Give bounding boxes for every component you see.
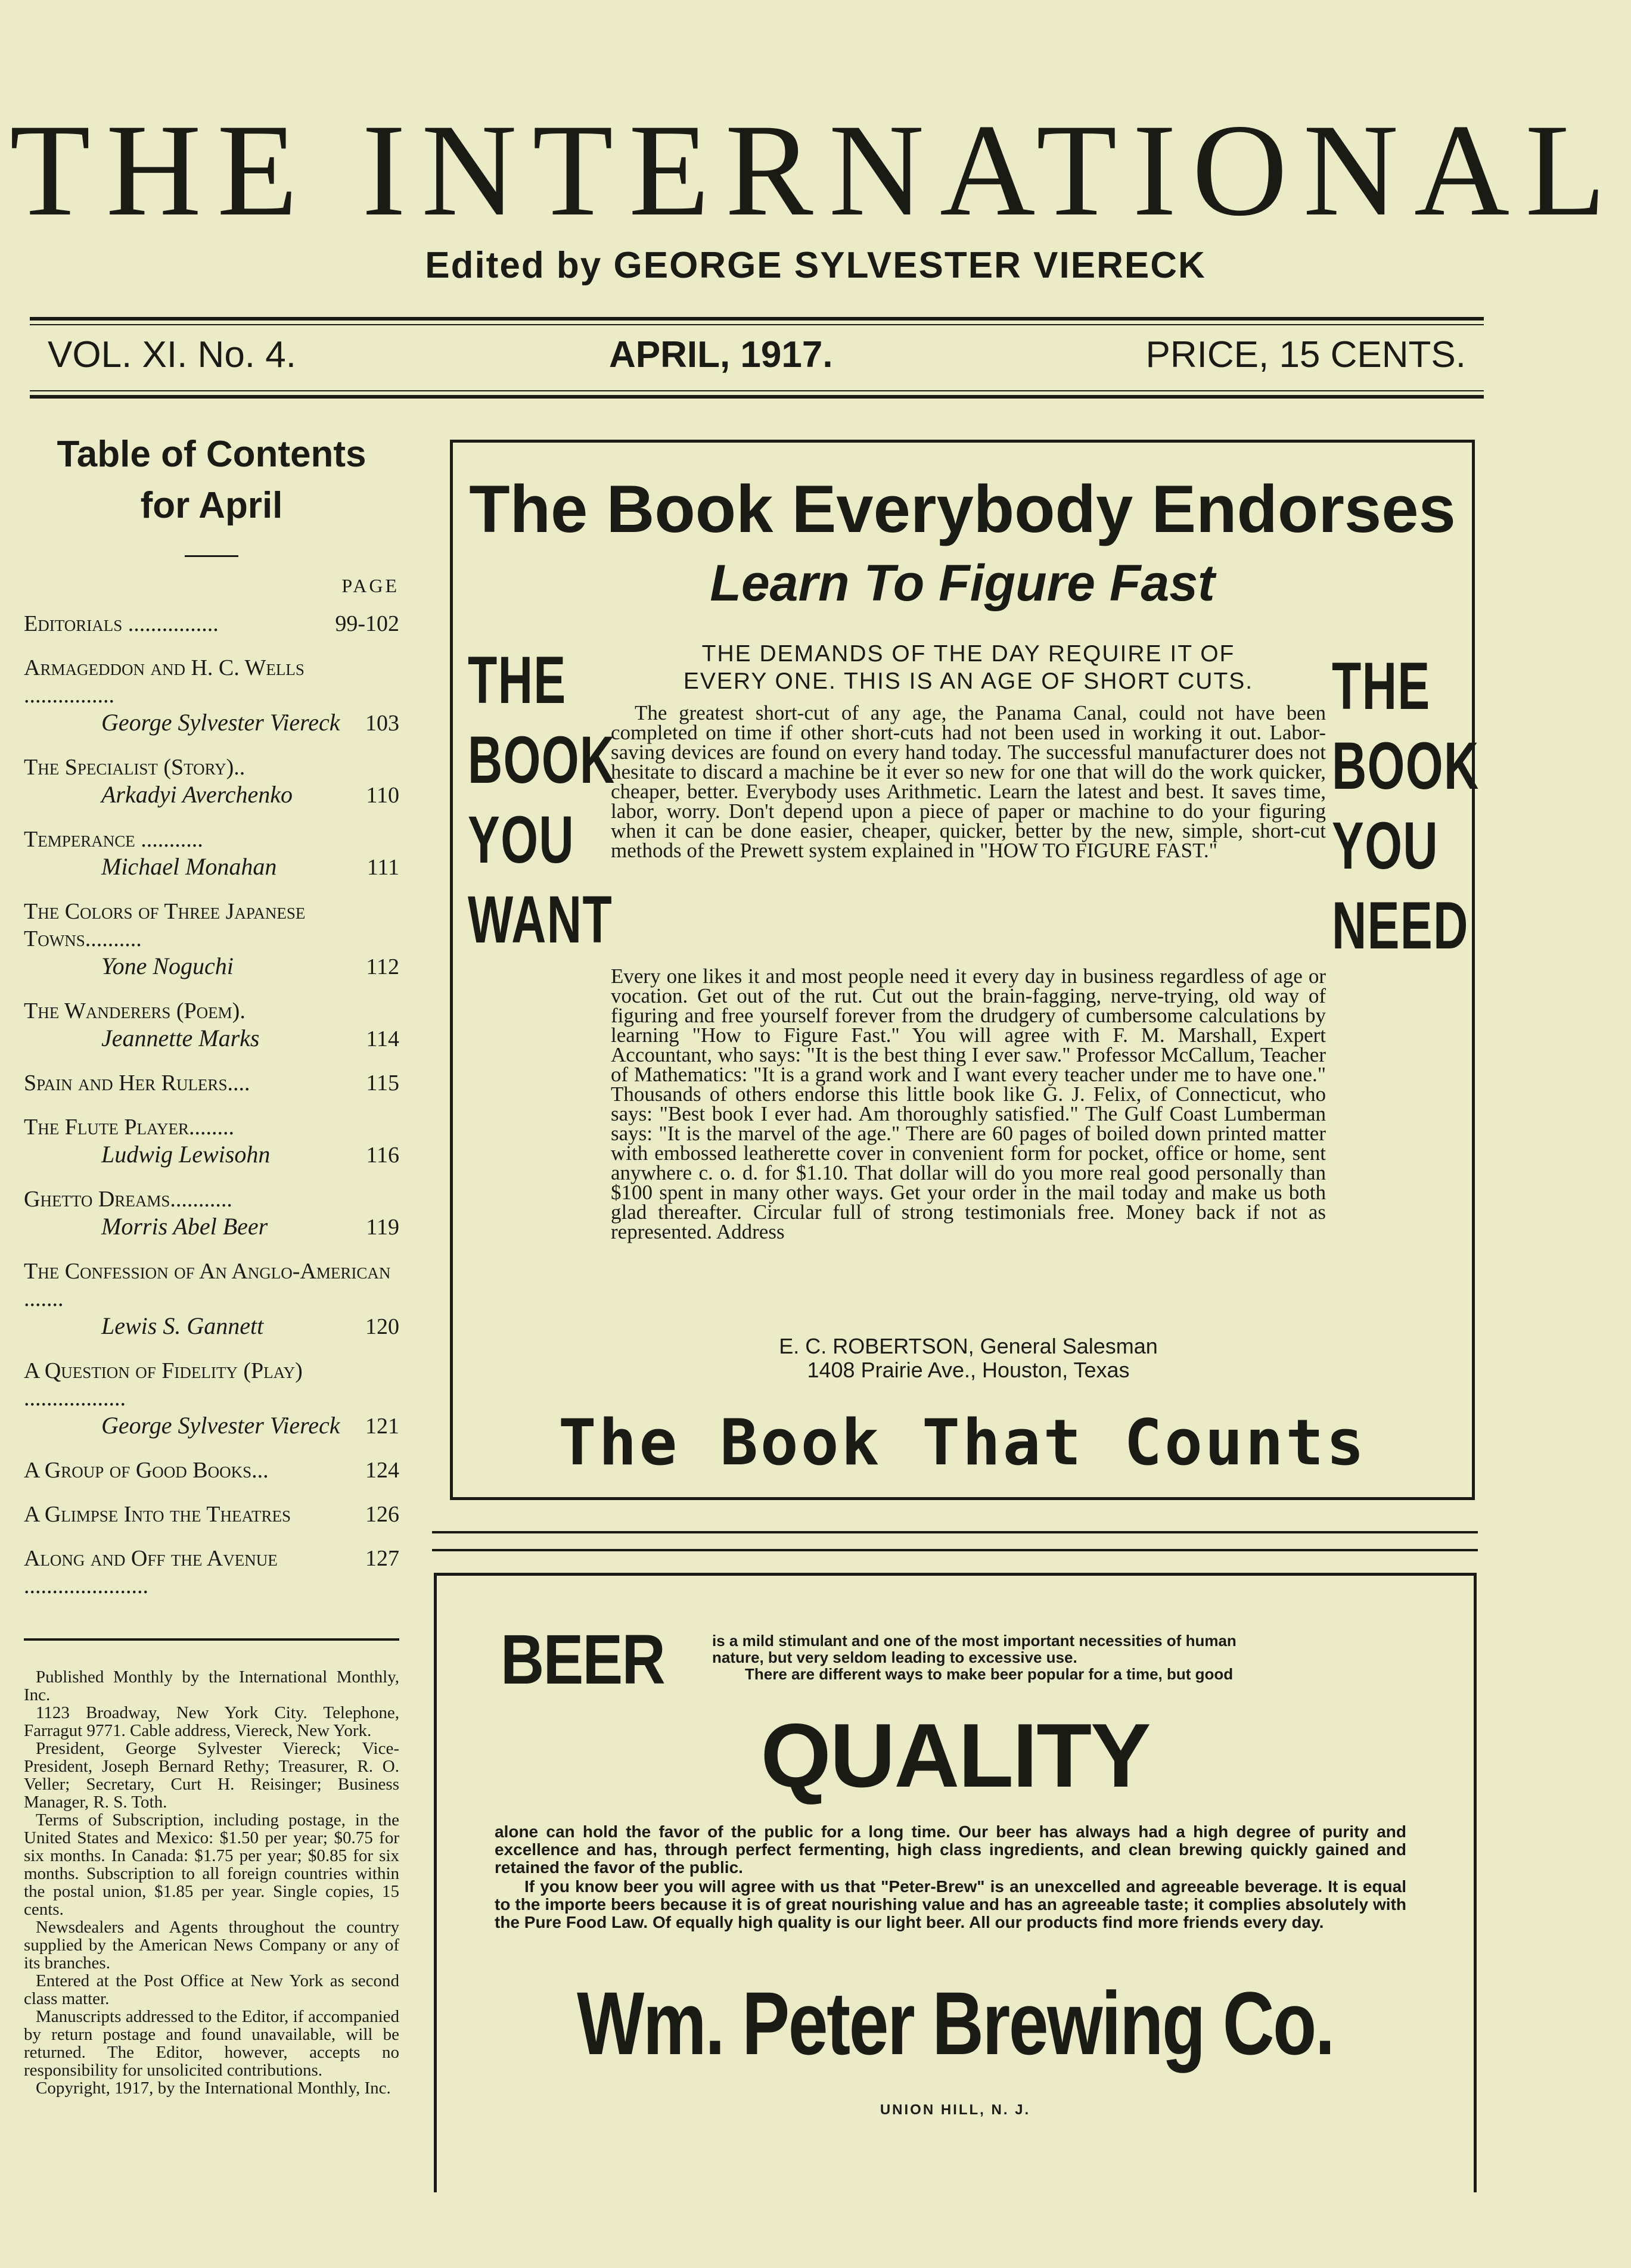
toc-heading-line1: Table of Contents [57, 434, 366, 475]
issue-bar [48, 334, 1466, 376]
book-ad-demands [611, 640, 1326, 695]
demands-line1: THE DEMANDS OF THE DAY REQUIRE IT OF [701, 641, 1235, 667]
beer-ad-body [495, 1823, 1406, 1931]
beer-ad-location: UNION HILL, N. J. [880, 2102, 1031, 2118]
book-ad-body-text: The greatest short-cut of any age, the Panama Canal, could not have been completed on time if other short-cuts had not been used in working it out. Labor-saving devices are found on every hand today. The successful manufacturer does not hesitate to discard a machine be it ever so new for one that will do the work quicker, cheaper, better. Everybody uses Arithmetic. Learn the latest and best. It saves time, labor, worry. Don't depend upon a piece of paper or machine to do your figuring when it can be done easier, cheaper, quicker, better by the new, simple, short-cut methods of the Prewett system explained in "HOW TO FIGURE FAST." [611, 701, 1326, 862]
masthead-rule-top [30, 317, 1484, 321]
toc-entry-author: Jeannette Marks [101, 1025, 260, 1051]
side-word: WANT [468, 882, 613, 957]
toc-entry[interactable] [24, 1186, 399, 1241]
pub-info-paragraph: President, George Sylvester Viereck; Vice-President, Joseph Bernard Rethy; Treasurer, R. O. Veller; Secretary, Curt H. Reisinger; Business Manager, R. S. Toth. [24, 1739, 399, 1812]
toc-entry[interactable] [24, 610, 399, 637]
book-ad-body-text: Every one likes it and most people need it every day in business regardless of age or vocation. Get out of the rut. Cut out the brain-fagging, nerve-trying, old way of figuring and free yourself forever from the drudgery of cumbersome calculations by learning "How to Figure Fast." You will agree with F. M. Marshall, Expert Accountant, who says: "It is the best thing I ever saw." Professor McCallum, Teacher of Mathematics: "It is a grand work and I want every teacher under me to have one." Thousands of others endorse this little book like G. J. Felix, of Connecticut, who says: "Best book I ever had. Am thoroughly satisfied." The Gulf Coast Lumberman says: "It is the marvel of the age." There are 60 pages of boiled down printed matter with embossed leatherette cover in convenient form for pocket, office or home, sent anywhere c. o. d. for $1.10. That dollar will do you more real good personally than $100 spent in many other ways. Get your order in the mail today and make us both glad thereafter. Circular full of strong testimonials free. Money back if not as represented. Address [611, 965, 1326, 1243]
beer-ad-description [712, 1632, 1427, 1682]
beer-ad-beer-word: BEER [501, 1620, 665, 1699]
toc-entry-title: The Wanderers (Poem). [24, 998, 246, 1023]
beer-ad-quality: QUALITY [760, 1705, 1150, 1806]
book-ad-body-part1 [611, 703, 1326, 860]
masthead-title: THE INTERNATIONAL [10, 97, 1621, 244]
toc-entry[interactable] [24, 898, 399, 981]
toc-entry-title: The Flute Player........ [24, 1115, 234, 1140]
toc-entry-title: Temperance ........... [24, 827, 203, 852]
toc-divider [185, 555, 238, 557]
side-word: YOU [1332, 808, 1439, 883]
toc-entry[interactable] [24, 826, 399, 881]
toc-entry-page: 103 [365, 711, 399, 736]
book-ad-left-words [468, 640, 616, 960]
toc-entry-title: The Colors of Three Japanese Towns.......... [24, 899, 306, 951]
book-ad-address [611, 1334, 1326, 1382]
toc-entry[interactable] [24, 997, 399, 1053]
toc-entry-title: The Specialist (Story).. [24, 755, 246, 780]
address-line2: 1408 Prairie Ave., Houston, Texas [807, 1358, 1130, 1382]
toc-heading [24, 429, 399, 531]
beer-desc-line2: nature, but very seldom leading to excessive use. [712, 1648, 1077, 1666]
issue-price: PRICE, 15 CENTS. [1145, 334, 1466, 375]
pub-info-paragraph: 1123 Broadway, New York City. Telephone, Farragut 9771. Cable address, Viereck, New York. [24, 1703, 399, 1740]
toc-entry-page: 127 [365, 1546, 399, 1571]
toc-entry-title: Along and Off the Avenue ...................... [24, 1546, 278, 1598]
pub-info-paragraph: Entered at the Post Office at New York as second class matter. [24, 1971, 399, 2008]
masthead-rule-top-thin [30, 324, 1484, 325]
toc-entry-page: 114 [366, 1026, 399, 1051]
ad-divider-rule [432, 1531, 1478, 1533]
masthead-rule-bottom-thin [30, 390, 1484, 391]
toc-entry-author: Morris Abel Beer [101, 1213, 268, 1240]
toc-entry[interactable] [24, 654, 399, 737]
toc-entry-author: Ludwig Lewisohn [101, 1141, 271, 1168]
toc-entry[interactable] [24, 1545, 399, 1600]
toc-entry-page: 111 [366, 855, 399, 880]
beer-ad-body-text: If you know beer you will agree with us that "Peter-Brew" is an unexcelled and agreeable beverage. It is equal to the importe beers because it is of great nourishing value and has an agreeable taste; it complies absolutely with the Pure Food Law. Of equally high quality is our light beer. All our products find more friends every day. [495, 1877, 1406, 1931]
toc-entry[interactable] [24, 1113, 399, 1169]
toc-entry-title: A Group of Good Books... [24, 1458, 269, 1483]
address-line1: E. C. ROBERTSON, General Salesman [779, 1334, 1158, 1358]
side-word: THE [468, 643, 567, 717]
book-ad-headline: The Book Everybody Endorses [469, 472, 1456, 546]
beer-ad-company: Wm. Peter Brewing Co. [577, 1973, 1334, 2073]
side-word: THE [1332, 649, 1431, 723]
demands-line2: EVERY ONE. THIS IS AN AGE OF SHORT CUTS. [683, 668, 1254, 694]
toc-entry-author: Lewis S. Gannett [101, 1312, 264, 1339]
toc-entry-title: Editorials ................ [24, 611, 219, 636]
pub-info-paragraph: Copyright, 1917, by the International Monthly, Inc. [36, 2079, 391, 2098]
toc-entry-page: 112 [366, 954, 399, 979]
beer-desc-line1: is a mild stimulant and one of the most important necessities of human [712, 1632, 1237, 1650]
publication-info [24, 1668, 399, 2097]
toc-entry-author: Arkadyi Averchenko [101, 781, 293, 808]
toc-entry-author: Michael Monahan [101, 853, 277, 880]
toc-bottom-rule [24, 1638, 399, 1641]
toc-entry-page: 116 [366, 1143, 399, 1168]
book-ad-subheadline: Learn To Figure Fast [710, 555, 1215, 612]
pub-info-paragraph: Terms of Subscription, including postage, in the United States and Mexico: $1.50 per year; $0.75 for six months. In Canada: $1.75 per year; $0.85 for six months. Subscription to all foreign countries within the postal union, $1.85 per year. Single copies, 15 cents. [24, 1810, 399, 1919]
toc-entry-page: 115 [366, 1071, 399, 1096]
issue-date: APRIL, 1917. [608, 334, 833, 375]
pub-info-paragraph: Published Monthly by the International Monthly, Inc. [24, 1667, 399, 1704]
toc-entry-page: 119 [366, 1215, 399, 1240]
toc-entry-title: Armageddon and H. C. Wells ................ [24, 655, 305, 708]
volume-number: VOL. XI. No. 4. [48, 334, 296, 375]
book-ad-right-words [1332, 646, 1480, 966]
toc-entry[interactable] [24, 1501, 399, 1528]
toc-entry-title: The Confession of An Anglo-American ....... [24, 1259, 391, 1311]
side-word: YOU [468, 802, 575, 877]
side-word: BOOK [468, 723, 616, 797]
editor-line: Edited by GEORGE SYLVESTER VIERECK [425, 245, 1206, 286]
toc-entry-title: Spain and Her Rulers.... [24, 1071, 250, 1096]
beer-desc-line3: There are different ways to make beer popular for a time, but good [745, 1665, 1234, 1683]
toc-entry-author: George Sylvester Viereck [101, 709, 340, 736]
table-of-contents [24, 429, 399, 1616]
toc-entry-author: George Sylvester Viereck [101, 1412, 340, 1439]
toc-entry-title: A Glimpse Into the Theatres [24, 1502, 291, 1527]
toc-entry[interactable] [24, 1069, 399, 1097]
side-word: NEED [1332, 888, 1469, 963]
masthead-rule-bottom [30, 395, 1484, 399]
toc-entry[interactable] [24, 1258, 399, 1340]
toc-entry-author: Yone Noguchi [101, 953, 234, 979]
toc-entry[interactable] [24, 1357, 399, 1440]
toc-entry-page: 120 [365, 1314, 399, 1339]
toc-entry-page: 126 [365, 1502, 399, 1527]
toc-entry-title: Ghetto Dreams........... [24, 1187, 232, 1212]
toc-page-label: PAGE [341, 575, 399, 596]
pub-info-paragraph: Manuscripts addressed to the Editor, if accompanied by return postage and found unavailable, will be returned. The Editor, however, accepts no responsibility for unsolicited contributions. [24, 2007, 399, 2080]
book-ad-footer: The Book That Counts [558, 1406, 1367, 1479]
toc-entry-page: 121 [365, 1414, 399, 1439]
ad-divider-rule [432, 1549, 1478, 1551]
toc-entry[interactable] [24, 1457, 399, 1484]
toc-heading-line2: for April [140, 485, 283, 526]
toc-entry-page: 124 [365, 1458, 399, 1483]
toc-entry-page: 110 [366, 783, 399, 808]
book-ad-body-part2 [611, 945, 1326, 1262]
beer-ad-body-text: alone can hold the favor of the public for a long time. Our beer has always had a high degree of purity and excellence and has, through perfect fermenting, high class ingredients, and clean brewing quickly gained and retained the favor of the public. [495, 1822, 1406, 1877]
toc-entry-title: A Question of Fidelity (Play) .................. [24, 1358, 303, 1411]
toc-entry[interactable] [24, 754, 399, 809]
pub-info-paragraph: Newsdealers and Agents throughout the country supplied by the American News Company or any of its branches. [24, 1918, 399, 1973]
side-word: BOOK [1332, 729, 1480, 803]
toc-entry-page: 99-102 [335, 611, 399, 636]
